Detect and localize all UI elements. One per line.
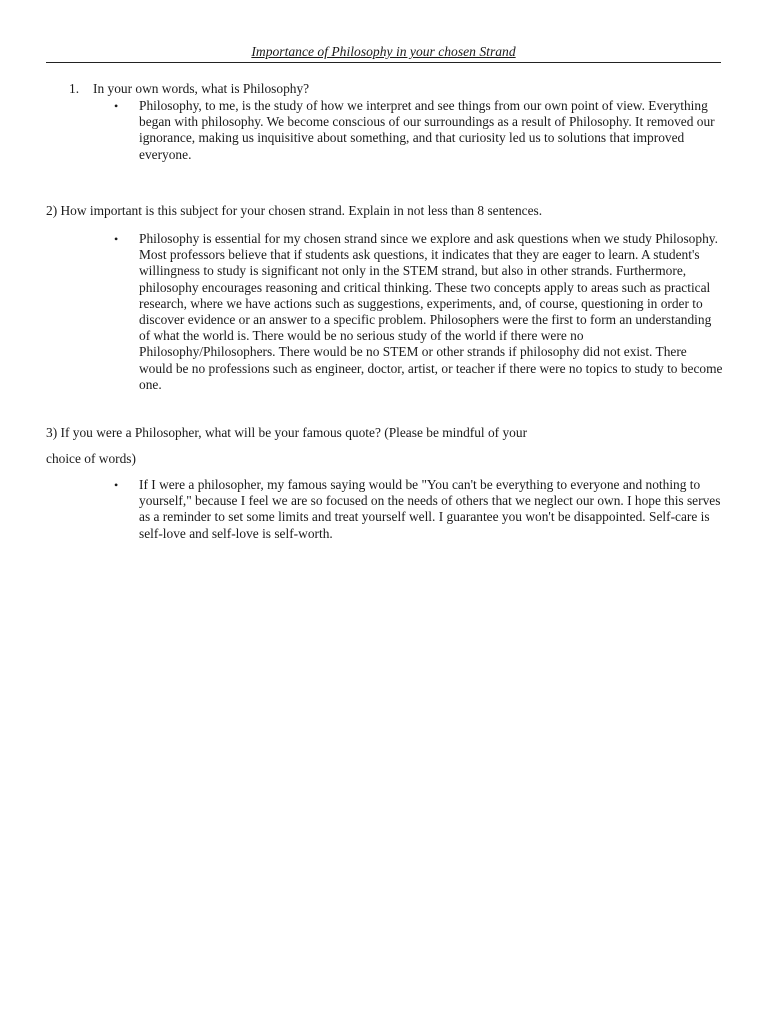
document-title: Importance of Philosophy in your chosen Strand	[251, 44, 516, 59]
question-1-text: In your own words, what is Philosophy?	[93, 81, 310, 96]
bullet-icon: •	[114, 99, 119, 113]
answer-3	[114, 477, 723, 542]
answer-2-text: Philosophy is essential for my chosen strand since we explore and ask questions when we study Philosophy. Most professors believe that if students ask questions, it indicates that they are eager to learn. A student's willingness to study is significant not only in the STEM strand, but also in other strands. Furthermore, philosophy encourages reasoning and critical thinking. These two concepts apply to areas such as practical research, where we have actions such as suggestions, experiments, and, of course, questioning in order to discover evidence or an answer to a specific problem. Philosophers were the first to form an understanding of what the world is. There would be no serious study of the world if there were no Philosophy/Philosophers. There would be no STEM or other strands if philosophy did not exist. There would be no professions such as engineer, doctor, artist, or teacher if there were no topics to study to become one.	[139, 231, 723, 392]
question-3-line-2: choice of words)	[46, 451, 136, 466]
answer-2	[114, 231, 723, 393]
question-3-line-1: 3) If you were a Philosopher, what will be your famous quote? (Please be mindful of your	[46, 425, 528, 440]
answer-3-text: If I were a philosopher, my famous saying would be "You can't be everything to everyone and nothing to yourself," because I feel we are so focused on the needs of others that we neglect our own. I hope this serves as a reminder to set some limits and treat yourself well. I guarantee you won't be disappointed. Self-care is self-love and self-love is self-worth.	[139, 477, 721, 541]
question-1-number: 1.	[69, 81, 80, 96]
answer-1	[114, 98, 723, 163]
title-underline-rule	[46, 62, 721, 63]
question-1	[69, 81, 309, 97]
bullet-icon: •	[114, 478, 119, 492]
question-2: 2) How important is this subject for your chosen strand. Explain in not less than 8 sentences.	[46, 203, 543, 218]
bullet-icon: •	[114, 232, 119, 246]
answer-1-text: Philosophy, to me, is the study of how we interpret and see things from our own point of view. Everything began with philosophy. We become conscious of our surroundings as a result of Philosophy. It removed our ignorance, making us inquisitive about something, and that curiosity led us to solutions that improved everyone.	[139, 98, 715, 162]
